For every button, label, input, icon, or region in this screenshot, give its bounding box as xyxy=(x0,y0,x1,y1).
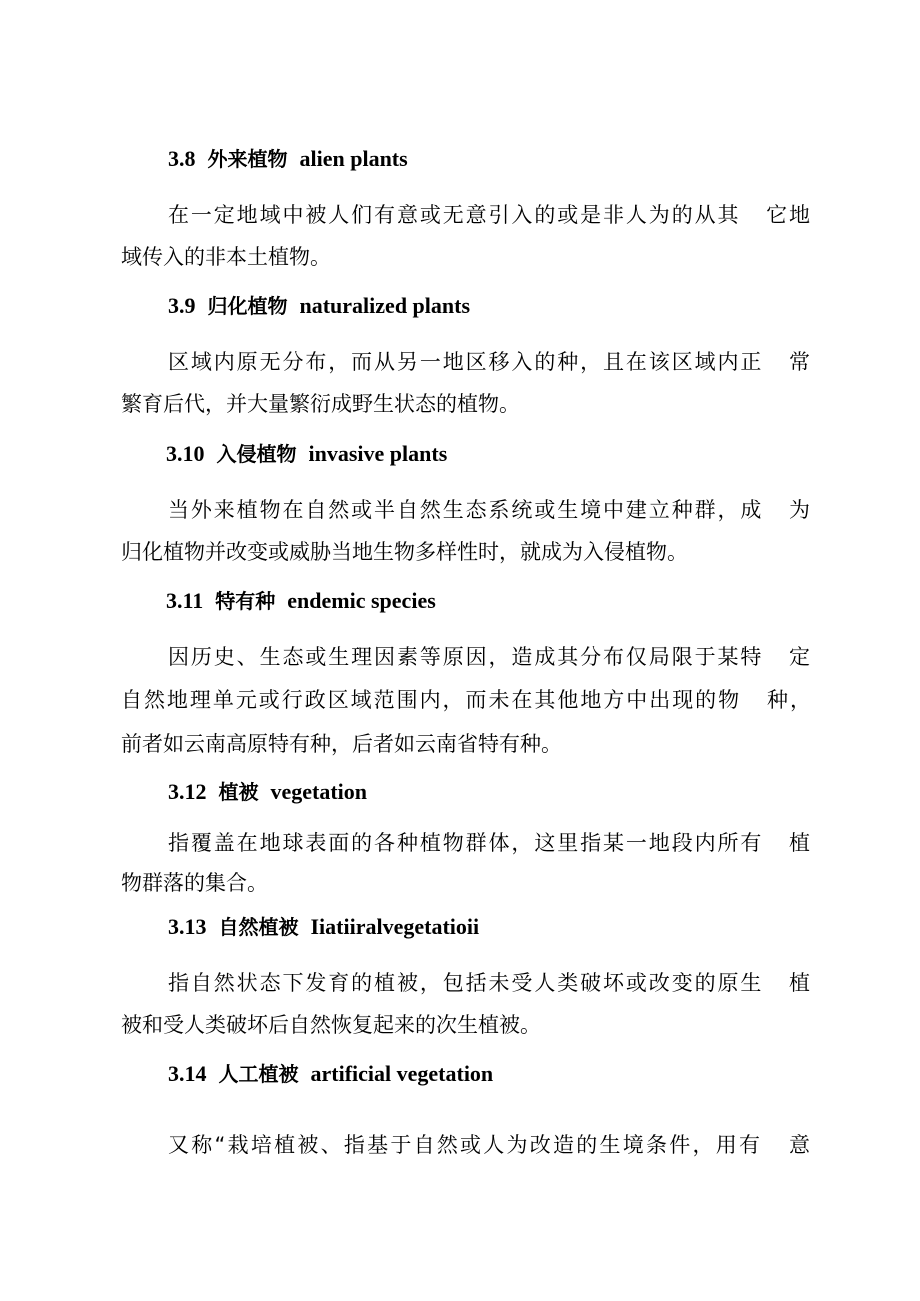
section-title-zh: 自然植被 xyxy=(218,915,299,939)
section-number: 3.8 xyxy=(168,146,196,171)
section-title-zh: 特有种 xyxy=(215,589,276,613)
paragraph-line: 又称“栽培植被、指基于自然或人为改造的生境条件，用有 意 xyxy=(168,1133,810,1157)
section-number: 3.13 xyxy=(168,914,207,939)
section-heading-3-12 xyxy=(168,779,367,805)
paragraph-line: 指自然状态下发育的植被，包括未受人类破坏或改变的原生 植 xyxy=(168,971,810,995)
section-number: 3.9 xyxy=(168,293,196,318)
paragraph-line: 被和受人类破坏后自然恢复起来的次生植被。 xyxy=(121,1013,541,1037)
paragraph-line: 前者如云南高原特有种，后者如云南省特有种。 xyxy=(121,732,562,756)
section-title-en: vegetation xyxy=(270,779,368,804)
section-heading-3-10 xyxy=(166,441,447,467)
section-title-zh: 入侵植物 xyxy=(216,442,297,466)
paragraph-line: 指覆盖在地球表面的各种植物群体，这里指某一地段内所有 植 xyxy=(168,831,810,855)
paragraph-line: 在一定地域中被人们有意或无意引入的或是非人为的从其 它地 xyxy=(168,203,810,227)
section-number: 3.11 xyxy=(166,588,204,613)
paragraph-line: 域传入的非本土植物。 xyxy=(121,245,331,269)
paragraph-line: 繁育后代，并大量繁衍成野生状态的植物。 xyxy=(121,392,520,416)
section-title-zh: 归化植物 xyxy=(207,294,288,318)
section-title-en: naturalized plants xyxy=(299,293,471,318)
paragraph-line: 区域内原无分布，而从另一地区移入的种，且在该区域内正 常 xyxy=(168,350,810,374)
section-heading-3-14 xyxy=(168,1061,493,1087)
section-title-en: artificial vegetation xyxy=(310,1061,494,1086)
section-number: 3.12 xyxy=(168,779,207,804)
section-heading-3-9 xyxy=(168,293,470,319)
section-title-en: endemic species xyxy=(287,588,436,613)
paragraph-line: 物群落的集合。 xyxy=(121,871,268,895)
section-title-zh: 人工植被 xyxy=(218,1062,299,1086)
section-heading-3-8 xyxy=(168,146,408,172)
section-title-en: invasive plants xyxy=(308,441,448,466)
paragraph-line: 当外来植物在自然或半自然生态系统或生境中建立种群，成 为 xyxy=(168,498,810,522)
section-number: 3.14 xyxy=(168,1061,207,1086)
paragraph-line: 归化植物并改变或威胁当地生物多样性时，就成为入侵植物。 xyxy=(121,540,688,564)
section-title-zh: 外来植物 xyxy=(207,147,288,171)
paragraph-line: 自然地理单元或行政区域范围内，而未在其他地方中出现的物 种， xyxy=(121,688,811,712)
paragraph-line: 因历史、生态或生理因素等原因，造成其分布仅局限于某特 定 xyxy=(168,645,810,669)
section-title-en: Iiatiiralvegetatioii xyxy=(310,914,480,939)
section-heading-3-11 xyxy=(166,588,436,614)
section-heading-3-13 xyxy=(168,914,479,940)
section-number: 3.10 xyxy=(166,441,205,466)
section-title-zh: 植被 xyxy=(218,780,259,804)
section-title-en: alien plants xyxy=(299,146,408,171)
